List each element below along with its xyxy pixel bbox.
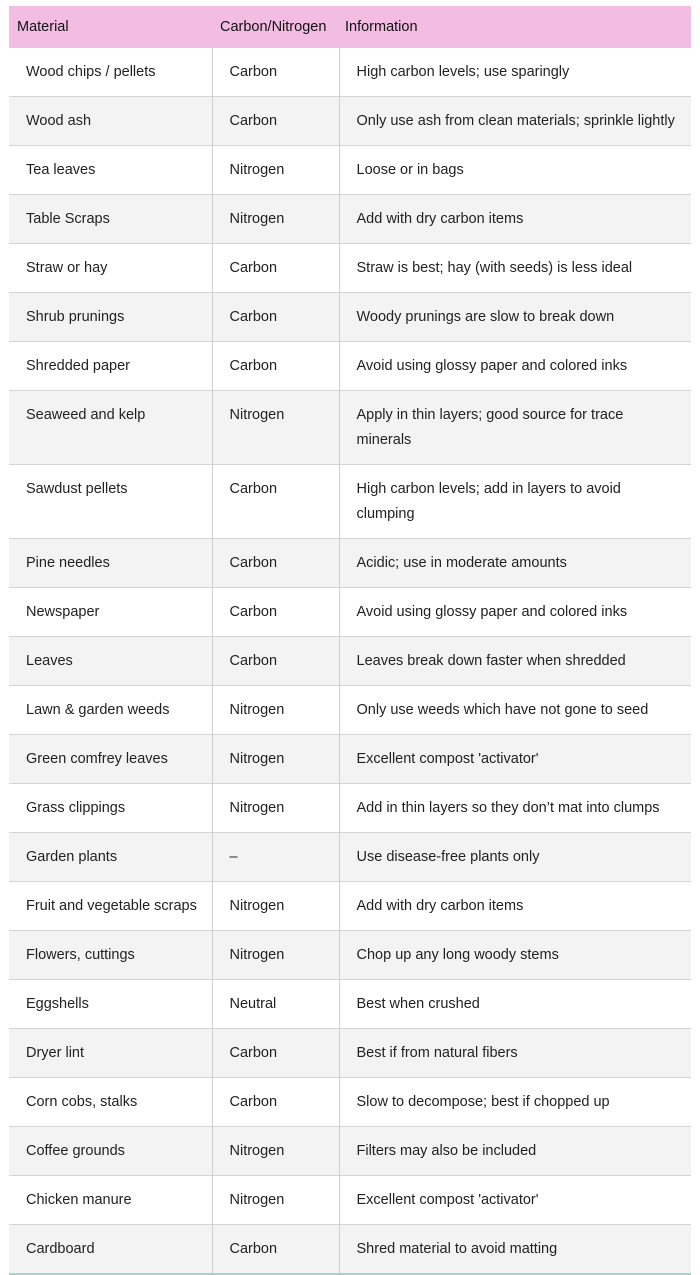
table-row: [9, 686, 691, 735]
table-row: [9, 588, 691, 637]
table-row: [9, 980, 691, 1029]
cell-type: Nitrogen: [212, 686, 339, 735]
cell-material: Garden plants: [9, 833, 212, 882]
cell-type: Carbon: [212, 539, 339, 588]
cell-material: Leaves: [9, 637, 212, 686]
table-header: [9, 6, 691, 48]
cell-type: Nitrogen: [212, 784, 339, 833]
table-row: [9, 48, 691, 97]
cell-information: High carbon levels; add in layers to avoid clumping: [339, 465, 691, 539]
cell-information: Loose or in bags: [339, 146, 691, 195]
cell-type: Carbon: [212, 1029, 339, 1078]
table-row: [9, 195, 691, 244]
cell-type: Nitrogen: [212, 1176, 339, 1225]
cell-information: Filters may also be included: [339, 1127, 691, 1176]
cell-type: Carbon: [212, 244, 339, 293]
table-row: [9, 97, 691, 146]
cell-type: Nitrogen: [212, 931, 339, 980]
table-body: [9, 48, 691, 1275]
header-carbon-nitrogen: Carbon/Nitrogen: [212, 6, 339, 48]
cell-material: Chicken manure: [9, 1176, 212, 1225]
cell-type: Nitrogen: [212, 391, 339, 465]
cell-type: Carbon: [212, 48, 339, 97]
cell-type: Carbon: [212, 1078, 339, 1127]
cell-type: Nitrogen: [212, 1127, 339, 1176]
cell-material: Table Scraps: [9, 195, 212, 244]
cell-type: Carbon: [212, 637, 339, 686]
cell-information: Chop up any long woody stems: [339, 931, 691, 980]
cell-material: Eggshells: [9, 980, 212, 1029]
cell-material: Fruit and vegetable scraps: [9, 882, 212, 931]
cell-information: Use disease-free plants only: [339, 833, 691, 882]
cell-material: Seaweed and kelp: [9, 391, 212, 465]
cell-material: Flowers, cuttings: [9, 931, 212, 980]
cell-information: High carbon levels; use sparingly: [339, 48, 691, 97]
cell-information: Leaves break down faster when shredded: [339, 637, 691, 686]
cell-information: Straw is best; hay (with seeds) is less ideal: [339, 244, 691, 293]
cell-type: –: [212, 833, 339, 882]
table-row: [9, 146, 691, 195]
cell-information: Add in thin layers so they don’t mat into clumps: [339, 784, 691, 833]
cell-information: Shred material to avoid matting: [339, 1225, 691, 1275]
cell-material: Coffee grounds: [9, 1127, 212, 1176]
cell-type: Nitrogen: [212, 735, 339, 784]
cell-material: Wood chips / pellets: [9, 48, 212, 97]
header-material: Material: [9, 6, 212, 48]
cell-information: Avoid using glossy paper and colored inks: [339, 342, 691, 391]
cell-material: Shredded paper: [9, 342, 212, 391]
cell-type: Carbon: [212, 465, 339, 539]
cell-material: Lawn & garden weeds: [9, 686, 212, 735]
cell-type: Nitrogen: [212, 882, 339, 931]
cell-type: Carbon: [212, 342, 339, 391]
cell-information: Add with dry carbon items: [339, 882, 691, 931]
table-row: [9, 465, 691, 539]
cell-material: Pine needles: [9, 539, 212, 588]
cell-information: Only use weeds which have not gone to seed: [339, 686, 691, 735]
table-row: [9, 833, 691, 882]
table-row: [9, 1225, 691, 1275]
table-row: [9, 1176, 691, 1225]
cell-material: Grass clippings: [9, 784, 212, 833]
cell-material: Sawdust pellets: [9, 465, 212, 539]
cell-information: Avoid using glossy paper and colored inks: [339, 588, 691, 637]
table-row: [9, 342, 691, 391]
cell-information: Excellent compost 'activator': [339, 1176, 691, 1225]
cell-information: Woody prunings are slow to break down: [339, 293, 691, 342]
cell-information: Only use ash from clean materials; sprinkle lightly: [339, 97, 691, 146]
header-information: Information: [339, 6, 691, 48]
table-row: [9, 637, 691, 686]
table-row: [9, 293, 691, 342]
table-row: [9, 539, 691, 588]
table-row: [9, 391, 691, 465]
cell-material: Shrub prunings: [9, 293, 212, 342]
cell-information: Excellent compost 'activator': [339, 735, 691, 784]
table-row: [9, 882, 691, 931]
cell-information: Add with dry carbon items: [339, 195, 691, 244]
cell-material: Corn cobs, stalks: [9, 1078, 212, 1127]
cell-material: Tea leaves: [9, 146, 212, 195]
table-row: [9, 244, 691, 293]
cell-type: Nitrogen: [212, 195, 339, 244]
cell-type: Carbon: [212, 1225, 339, 1275]
table-row: [9, 1078, 691, 1127]
table-row: [9, 784, 691, 833]
cell-information: Best if from natural fibers: [339, 1029, 691, 1078]
cell-information: Best when crushed: [339, 980, 691, 1029]
table-row: [9, 931, 691, 980]
cell-type: Carbon: [212, 97, 339, 146]
cell-information: Slow to decompose; best if chopped up: [339, 1078, 691, 1127]
cell-material: Wood ash: [9, 97, 212, 146]
cell-type: Nitrogen: [212, 146, 339, 195]
table-row: [9, 735, 691, 784]
cell-information: Apply in thin layers; good source for trace minerals: [339, 391, 691, 465]
cell-material: Straw or hay: [9, 244, 212, 293]
table-row: [9, 1127, 691, 1176]
cell-information: Acidic; use in moderate amounts: [339, 539, 691, 588]
cell-material: Newspaper: [9, 588, 212, 637]
cell-material: Green comfrey leaves: [9, 735, 212, 784]
cell-material: Cardboard: [9, 1225, 212, 1275]
cell-type: Carbon: [212, 588, 339, 637]
cell-type: Carbon: [212, 293, 339, 342]
cell-material: Dryer lint: [9, 1029, 212, 1078]
compost-materials-table: [9, 6, 691, 1275]
header-row: [9, 6, 691, 48]
cell-type: Neutral: [212, 980, 339, 1029]
table-row: [9, 1029, 691, 1078]
